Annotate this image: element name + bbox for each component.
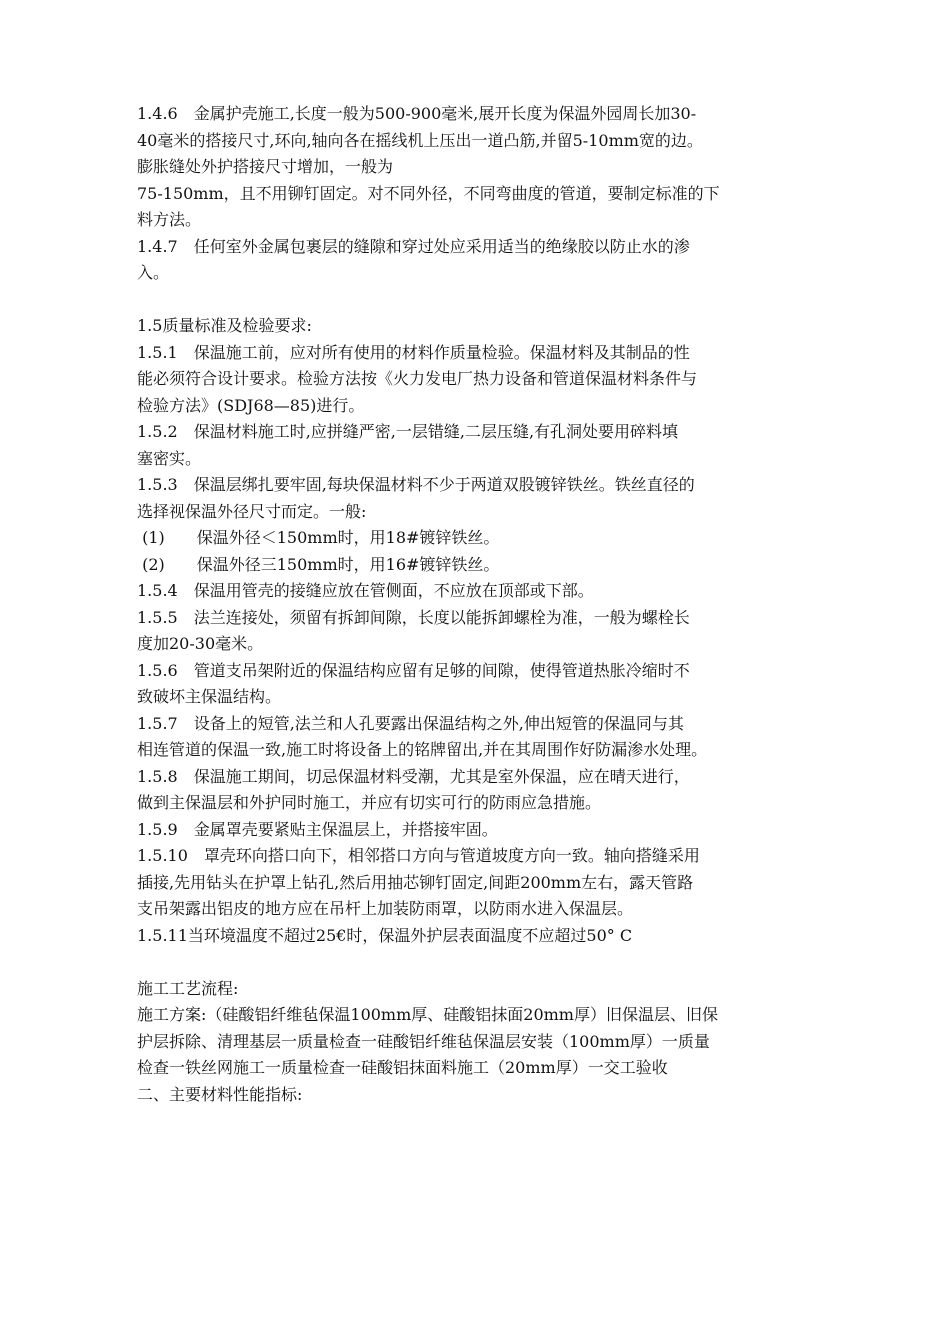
section-heading: 施工工艺流程: bbox=[137, 978, 239, 998]
text-line: 施工方案:（硅酸铝纤维毡保温100mm厚、硅酸铝抹面20mm厚）旧保温层、旧保 bbox=[137, 1005, 718, 1024]
text-line: 1.5.4 保温用管壳的接缝应放在管侧面，不应放在顶部或下部。 bbox=[137, 581, 594, 600]
text-line: 1.4.7 任何室外金属包裹层的缝隙和穿过处应采用适当的绝缘胶以防止水的渗 bbox=[137, 236, 690, 256]
text-line: 40毫米的搭接尺寸,环向,轴向各在摇线机上压出一道凸筋,并留5-10mm宽的边。 bbox=[137, 130, 703, 150]
text-line: 1.5.6 管道支吊架附近的保温结构应留有足够的间隙，使得管道热胀冷缩时不 bbox=[137, 660, 690, 680]
blank-line bbox=[137, 287, 827, 314]
text-line: 做到主保温层和外护同时施工，并应有切实可行的防雨应急措施。 bbox=[137, 793, 602, 812]
blank-line bbox=[137, 949, 827, 976]
text-line: 1.5.1 保温施工前，应对所有使用的材料作质量检验。保温材料及其制品的性 bbox=[137, 342, 690, 362]
text-line: 1.5.5 法兰连接处，须留有拆卸间隙，长度以能拆卸螺栓为准，一般为螺栓长 bbox=[137, 607, 690, 627]
text-line: 塞密实。 bbox=[137, 448, 202, 468]
text-line: 1.5.8 保温施工期间，切忌保温材料受潮，尤其是室外保温，应在晴天进行， bbox=[137, 766, 690, 786]
text-line: 1.5.2 保温材料施工时,应拼缝严密,一层错缝,二层压缝,有孔洞处要用碎料填 bbox=[137, 422, 679, 441]
text-line: 1.5.10 罩壳环向搭口向下，相邻搭口方向与管道坡度方向一致。轴向搭缝采用 bbox=[137, 846, 700, 865]
text-line: 检验方法》(SDJ68—85)进行。 bbox=[137, 395, 365, 415]
text-line: 插接,先用钻头在护罩上钻孔,然后用抽芯铆钉固定,间距200mm左右，露天管路 bbox=[137, 872, 694, 892]
text-line: 入。 bbox=[137, 263, 170, 282]
text-line: 1.5.7 设备上的短管,法兰和人孔要露出保温结构之外,伸出短管的保温同与其 bbox=[137, 713, 684, 733]
text-line: 致破坏主保温结构。 bbox=[137, 687, 282, 706]
section-heading: 1.5质量标准及检验要求: bbox=[137, 316, 312, 335]
text-line: 检查一铁丝网施工一质量检查一硅酸铝抹面料施工（20mm厚）一交工验收 bbox=[137, 1058, 668, 1077]
text-line: 相连管道的保温一致,施工时将设备上的铭牌留出,并在其周围作好防漏渗水处理。 bbox=[137, 740, 708, 759]
document-body bbox=[137, 101, 827, 1108]
text-line: 1.5.11当环境温度不超过25€时，保温外护层表面温度不应超过50° C bbox=[137, 925, 633, 945]
text-line: 膨胀缝处外护搭接尺寸增加，一般为 bbox=[137, 157, 394, 176]
text-line: 1.5.3 保温层绑扎要牢固,每块保温材料不少于两道双股镀锌铁丝。铁丝直径的 bbox=[137, 475, 695, 494]
text-line: 75-150mm，且不用铆钉固定。对不同外径，不同弯曲度的管道，要制定标准的下 bbox=[137, 183, 720, 203]
text-line: 1.4.6 金属护壳施工,长度一般为500-900毫米,展开长度为保温外园周长加30- bbox=[137, 104, 697, 123]
text-line: (2) 保温外径三150mm时，用16#镀锌铁丝。 bbox=[137, 554, 500, 574]
text-line: (1) 保温外径＜150mm时，用18#镀锌铁丝。 bbox=[137, 528, 500, 547]
text-line: 支吊架露出铝皮的地方应在吊杆上加装防雨罩，以防雨水进入保温层。 bbox=[137, 899, 634, 918]
section-heading: 二、主要材料性能指标: bbox=[137, 1084, 303, 1104]
text-line: 护层拆除、清理基层一质量检查一硅酸铝纤维毡保温层安装（100mm厚）一质量 bbox=[137, 1031, 710, 1051]
text-line: 料方法。 bbox=[137, 210, 202, 229]
text-line: 选择视保温外径尺寸而定。一般: bbox=[137, 501, 367, 521]
text-line: 能必须符合设计要求。检验方法按《火力发电厂热力设备和管道保温材料条件与 bbox=[137, 369, 698, 388]
text-line: 1.5.9 金属罩壳要紧贴主保温层上，并搭接牢固。 bbox=[137, 819, 498, 839]
text-line: 度加20-30毫米。 bbox=[137, 634, 264, 653]
